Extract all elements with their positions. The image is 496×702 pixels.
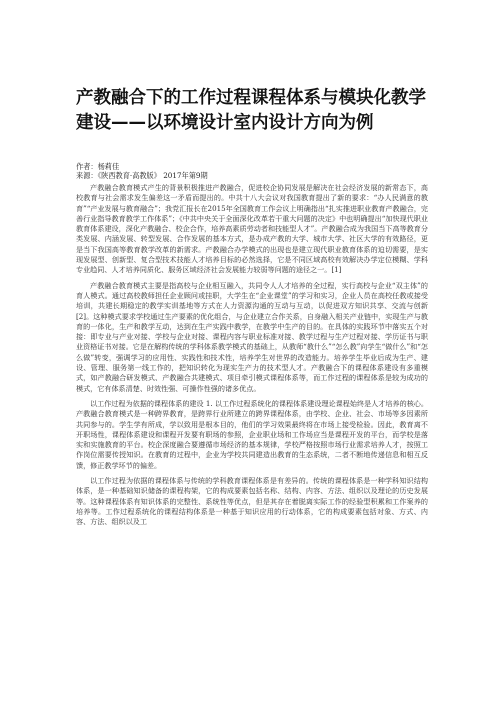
paragraph: 以工作过程为依据的课程体系的建设 1. 以工作过程系统化的课程体系建设理论课程始终是人才培养的核心。产教融合教育模式是一种跨界教育，是跨界行业所建立的跨界课程体系，由学校、企业、社会、市场等多因素所共同参与的。学生学有所成，学以致用是根本目的，他们的学习效果最终将在市场上接受检验。因此，教育离不开职场性，课程体系建设和课程开发要有职场的参照，企业职业场和工作场应当是课程开发的平台，而学校是落实和实施教育的平台。校企深度融合要遵循市场经济的基本规律，学校严格按照市场行业需求培养人才，按照工作岗位需要传授知识。在教育的过程中，企业为学校共同建造出教育的生态系统，二者不断地传递信息和相互反馈，修正教学环节的偏差。: [76, 398, 428, 470]
article-title: 产教融合下的工作过程课程体系与模块化教学建设——以环境设计室内设计方向为例: [76, 88, 426, 133]
paragraph: 以工作过程为依据的课程体系与传统的学科教育课程体系是有差异的。传统的课程体系是一种学科知识结构体系，是一种基础知识储备的课程构架，它的构成要素包括名称、结构、内容、方法、组织以及理论的历史发展等。这种课程体系有知识体系的完整性、系统性等优点，但是其存在着脱离实际工作的经验型积累和工作案养的培养等。工作过程系统化的课程结构体系是一种基于知识应用的行动体系，它的构成要素包括对象、方式、内容、方法、组织以及工: [76, 476, 428, 527]
source-line: 来源：《陕西教育·高教版》 2017年第9期: [76, 171, 208, 180]
paragraph: 产教融合教育模式产生的背景积极推进产教融合，促进校企协同发展是解决在社会经济发展的新常态下，高校教育与社会需求发生偏差这一矛盾而提出的。中共十八大会议对我国教育提出了新的要求：“办人民满意的教育”“产业发展与教育融合”；我党汇报长在2015年全国教育工作会议上明确指出“扎实推进职业教育产教融合，完善行业指导教育教学工作体系”；《中共中央关于全面深化改革若干重大问题的决定》中也明确提出“加快现代职业教育体系建设，深化产教融合、校企合作，培养高素质劳动者和技能型人才”。产教融合成为我国当下高等教育分类发展、内涵发展、转型发展、合作发展的基本方式，是办成产教的大学、城市大学、社区大学的有效路径，更是当下我国高等教育教学改革的新需求。产教融合办学模式的出现也是建立现代职业教育体系的迫切需要，是实现发展型、创新型、复合型技术技能人才培养目标的必然选择，它是不同区域高校有效解决办学定位模糊、学科专业趋同、人才培养同质化、服务区域经济社会发展能力较弱等问题的途径之一。[1]: [76, 183, 428, 275]
paragraph: 产教融合教育模式主要是指高校与企业相互融入，共同令人人才培养的全过程，实行高校与企业“双主体”的育人模式。通过高校教师担任企业顾问或挂职，大学生在“企业课堂”的学习和实习，企业人员在高校任教或接受培训，共建长期稳定的教学实训基地等方式在人力资源沟通的互动与互动，以促进双方知识共享、交流与创新[2]。这种模式要求学校通过生产要素的优化组合，与企业建立合作关系，自身融入相关产业链中，实现生产与教育的一体化，生产和教学互动，达到在生产实践中教学，在教学中生产的目的。在具体的实践环节中落实五个对接：即专业与产业对接、学校与企业对接、课程内容与职业标准对接、教学过程与生产过程对接、学历证书与职业资格证书对接。它是在解构传统的学科体系教学模式的基础上，从教师“教什么”“怎么教”向学生“做什么”和“怎么做”转变，强调学习的应用性、实践性和技术性，培养学生对世界的改造能力。培养学生毕业后成为生产、建设、管理、服务第一线工作的，把知识转化为现实生产力的技术型人才。产教融合下的课程体系建设有多重模式，如产教融合研发模式、产教融合共建模式、项目牵引模式课程体系等，而工作过程的课程体系是较为成功的模式，它有体系清楚、时效性强、可操作性强的诸多优点。: [76, 280, 428, 393]
author-line: 作者：杨莉佳: [76, 162, 120, 171]
article-body: [76, 183, 428, 533]
